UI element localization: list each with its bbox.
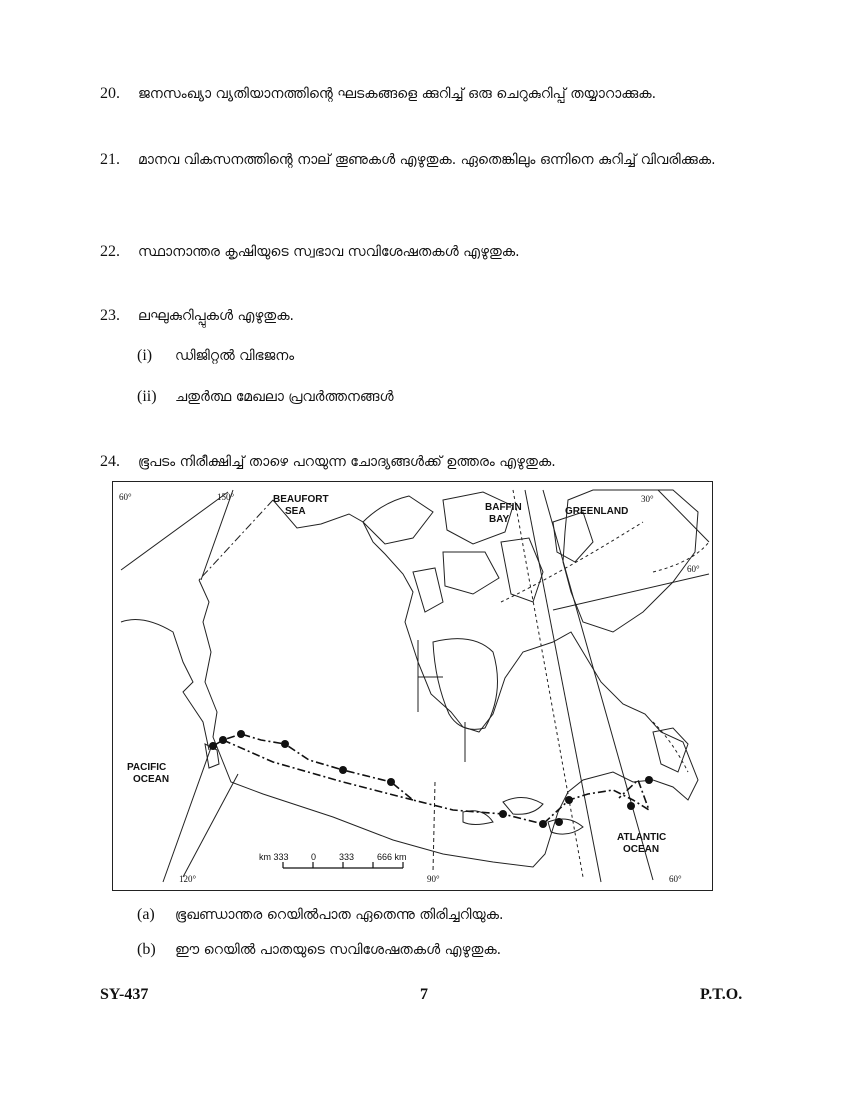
station-dot (219, 736, 227, 744)
station-dot (387, 778, 395, 786)
station-dot (627, 802, 635, 810)
graticule-line (653, 542, 709, 572)
sub-question-text: ഈ റെയിൽ പാതയുടെ സവിശേഷതകൾ എഴുതുക. (175, 942, 502, 958)
railway-route (213, 734, 649, 824)
question-text: ജനസംഖ്യാ വ്യതിയാനത്തിന്റെ ഘടകങ്ങളെ ക്കുറിച്ച് ഒരു ചെറുകുറിപ്പ് തയ്യാറാക്കുക. (138, 86, 657, 102)
railway-route-branch (223, 740, 413, 800)
station-dot (237, 730, 245, 738)
question-text: സ്ഥാനാന്തര കൃഷിയുടെ സ്വഭാവ സവിശേഷതകൾ എഴുതുക. (138, 244, 520, 260)
label-pacific-ocean: OCEAN (133, 774, 170, 785)
station-dot (281, 740, 289, 748)
scale-label: 0 (311, 852, 317, 862)
degree-label: 60° (119, 492, 132, 502)
label-atlantic-ocean: OCEAN (623, 844, 660, 855)
great-lakes (503, 797, 543, 814)
please-turn-over: P.T.O. (700, 986, 743, 1003)
station-dot (645, 776, 653, 784)
map-drawing (113, 482, 712, 890)
graticule-line (525, 490, 601, 882)
sub-question-label: (b) (137, 941, 156, 958)
degree-label: 120° (179, 874, 197, 884)
sub-question-label: (ii) (137, 388, 157, 405)
canada-coastline (199, 500, 698, 867)
graticule-line (163, 742, 213, 882)
scale-bar (283, 862, 403, 868)
paper-code: SY-437 (100, 986, 149, 1003)
scale-label: 333 (339, 852, 355, 862)
sub-question-text: ഡിജിറ്റൽ വിഭജനം (175, 348, 295, 364)
hudson-bay (433, 639, 498, 730)
canada-railway-map (112, 481, 713, 891)
station-dot (499, 810, 507, 818)
degree-label: 150° (217, 492, 235, 502)
alaska-coast (121, 620, 209, 750)
page-number: 7 (420, 986, 428, 1003)
question-text: ഭൂപടം നിരീക്ഷിച്ച് താഴെ പറയുന്ന ചോദ്യങ്ങൾക്ക് ഉത്തരം എഴുതുക. (138, 454, 556, 470)
arctic-island (363, 496, 433, 544)
graticule-line (501, 522, 643, 602)
graticule-line (183, 774, 238, 877)
degree-label: 60° (669, 874, 682, 884)
label-baffin: BAFFIN (485, 502, 522, 513)
question-number: 20. (100, 85, 120, 102)
sub-question-label: (i) (137, 347, 153, 364)
arctic-island (553, 512, 593, 562)
degree-label: 30° (641, 494, 654, 504)
station-dot (539, 820, 547, 828)
degree-label: 90° (427, 874, 440, 884)
station-dot (565, 796, 573, 804)
graticule-line (658, 490, 709, 542)
degree-label: 60° (687, 564, 700, 574)
label-bay: BAY (489, 514, 510, 525)
graticule-line (121, 492, 228, 570)
scale-label: 666 km (377, 852, 407, 862)
question-text: ലഘുകുറിപ്പുകൾ എഴുതുക. (138, 308, 294, 324)
arctic-island (413, 568, 443, 612)
label-beaufort: BEAUFORT (273, 494, 329, 505)
sub-question-text: ഭൂഖണ്ഡാന്തര റെയിൽപാത ഏതെന്നു തിരിച്ചറിയുക. (175, 907, 504, 923)
station-dot (209, 742, 217, 750)
question-number: 23. (100, 307, 120, 324)
label-greenland: GREENLAND (565, 506, 629, 517)
arctic-island (443, 552, 499, 594)
question-number: 24. (100, 453, 120, 470)
question-number: 22. (100, 243, 120, 260)
graticule-line (199, 500, 273, 580)
station-dot (555, 818, 563, 826)
graticule-line (201, 490, 233, 580)
arctic-island (501, 538, 543, 602)
label-sea: SEA (285, 506, 306, 517)
station-dot (339, 766, 347, 774)
graticule-line (433, 782, 435, 872)
question-number: 21. (100, 151, 120, 168)
sub-question-label: (a) (137, 906, 155, 923)
label-pacific: PACIFIC (127, 762, 167, 773)
newfoundland (653, 728, 688, 772)
label-atlantic: ATLANTIC (617, 832, 667, 843)
sub-question-text: ചതുർത്ഥ മേഖലാ പ്രവർത്തനങ്ങൾ (175, 389, 394, 405)
scale-label: km 333 (259, 852, 289, 862)
question-text: മാനവ വികസനത്തിന്റെ നാല് തൂണുകൾ എഴുതുക. ഏതെങ്കിലും ഒന്നിനെ കുറിച്ച് വിവരിക്കുക. (138, 152, 716, 168)
